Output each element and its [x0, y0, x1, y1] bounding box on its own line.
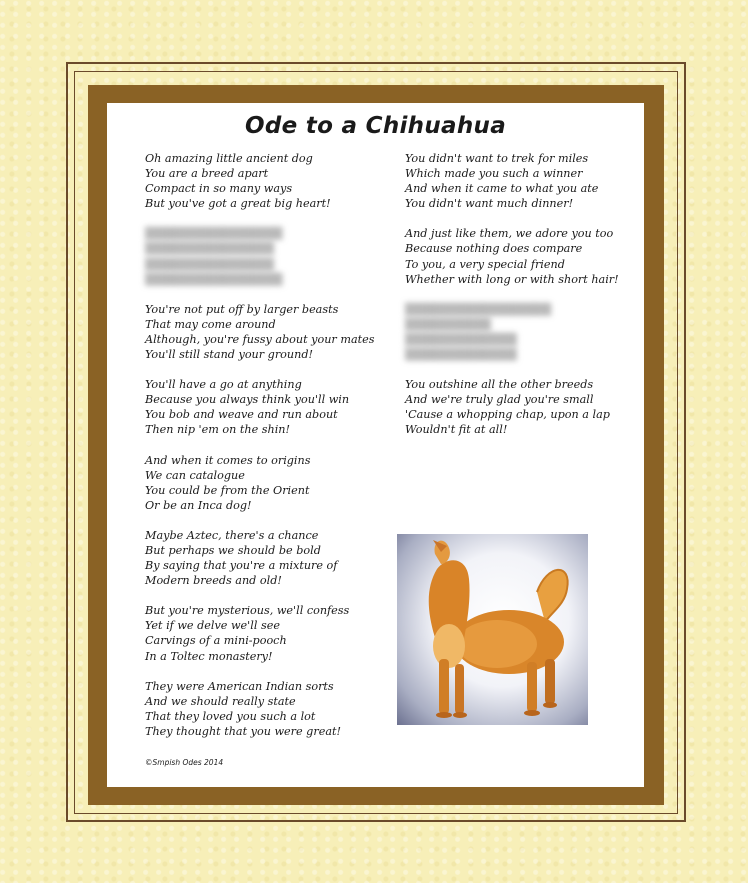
poem-line: Then nip 'em on the shin! [145, 423, 291, 437]
poem-left-column [145, 151, 385, 754]
poem-title: Ode to a Chihuahua [244, 113, 507, 139]
poem-line: Because nothing does compare [405, 242, 583, 256]
poem-line: But you've got a great big heart! [145, 197, 331, 211]
poem-line: You could be from the Orient [145, 483, 310, 497]
blurred-stanza [145, 226, 385, 286]
poem-line: 'Cause a whopping chap, upon a lap [405, 408, 610, 422]
poem-stanza [145, 377, 385, 437]
poem-line: And we're truly glad you're small [405, 393, 594, 407]
poem-line: Yet if we delve we'll see [145, 619, 280, 633]
poem-line: ▒▒▒▒▒▒▒▒▒▒▒▒▒▒▒ [145, 242, 275, 256]
poem-line: And just like them, we adore you too [405, 227, 614, 241]
poem-stanza [145, 302, 385, 362]
poem-line: Whether with long or with short hair! [405, 272, 619, 286]
poem-line: And we should really state [145, 694, 296, 708]
poem-line: Compact in so many ways [145, 182, 293, 196]
poem-line: Which made you such a winner [405, 167, 583, 181]
poem-line: In a Toltec monastery! [145, 649, 273, 663]
poem-right-column [405, 151, 635, 453]
poem-line: But you're mysterious, we'll confess [145, 604, 350, 618]
poem-line: They were American Indian sorts [145, 679, 334, 693]
blurred-stanza [405, 302, 635, 362]
poem-line: That they loved you such a lot [145, 709, 316, 723]
poem-line: Modern breeds and old! [145, 574, 282, 588]
poem-line: You'll have a go at anything [145, 378, 302, 392]
poem-line: You bob and weave and run about [145, 408, 338, 422]
poem-line: ▒▒▒▒▒▒▒▒▒▒▒▒▒ [405, 348, 517, 362]
poem-line: ▒▒▒▒▒▒▒▒▒▒▒▒▒▒▒▒ [145, 227, 283, 241]
poem-line: ▒▒▒▒▒▒▒▒▒▒ [405, 317, 492, 331]
poem-line: Because you always think you'll win [145, 393, 350, 407]
chihuahua-photo [397, 534, 588, 725]
poem-stanza [405, 377, 635, 437]
poem-line: To you, a very special friend [405, 257, 565, 271]
poem-line: But perhaps we should be bold [145, 543, 321, 557]
poem-line: They thought that you were great! [145, 724, 341, 738]
poem-line: And when it comes to origins [145, 453, 311, 467]
poem-stanza [145, 151, 385, 211]
poem-line: You didn't want much dinner! [405, 197, 574, 211]
poem-line: We can catalogue [145, 468, 245, 482]
poem-line: Carvings of a mini-pooch [145, 634, 287, 648]
poem-stanza [405, 151, 635, 211]
poem-stanza [145, 453, 385, 513]
poem-page [107, 103, 644, 787]
poem-line: ▒▒▒▒▒▒▒▒▒▒▒▒▒▒▒ [145, 257, 275, 271]
poem-line: ▒▒▒▒▒▒▒▒▒▒▒▒▒▒▒▒ [145, 272, 283, 286]
poem-line: ▒▒▒▒▒▒▒▒▒▒▒▒▒ [405, 332, 517, 346]
poem-line: ▒▒▒▒▒▒▒▒▒▒▒▒▒▒▒▒▒ [405, 302, 552, 316]
poem-stanza [145, 603, 385, 663]
poem-line: You'll still stand your ground! [145, 348, 313, 362]
poem-line: Wouldn't fit at all! [405, 423, 508, 437]
poem-line: You're not put off by larger beasts [145, 302, 339, 316]
chihuahua-dog-image [397, 534, 588, 725]
poem-line: And when it came to what you ate [405, 182, 599, 196]
poem-line: You are a breed apart [145, 167, 269, 181]
poem-line: Oh amazing little ancient dog [145, 152, 313, 165]
poem-line: You outshine all the other breeds [405, 378, 594, 392]
copyright-notice: ©Smpish Odes 2014 [145, 758, 224, 767]
poem-line: Or be an Inca dog! [145, 498, 252, 512]
poem-line: That may come around [145, 317, 276, 331]
poem-stanza [145, 528, 385, 588]
poem-line: Maybe Aztec, there's a chance [145, 528, 319, 542]
poem-line: By saying that you're a mixture of [145, 559, 338, 573]
poem-line: You didn't want to trek for miles [405, 152, 589, 165]
poem-stanza [405, 226, 635, 286]
poem-stanza [145, 679, 385, 739]
poem-line: Although, you're fussy about your mates [145, 332, 375, 346]
